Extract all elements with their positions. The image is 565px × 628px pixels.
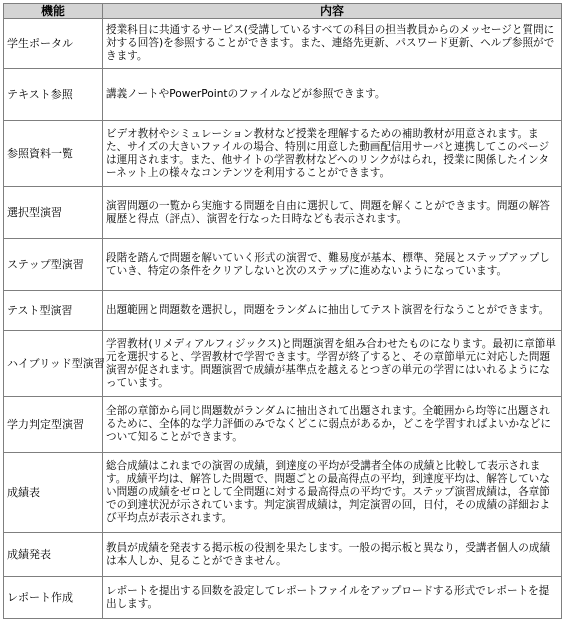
function-cell: 学生ポータル (4, 19, 103, 69)
function-cell: 選択型演習 (4, 187, 103, 239)
function-cell: テスト型演習 (4, 291, 103, 331)
function-cell: 参照資料一覧 (4, 121, 103, 187)
function-cell: 成績発表 (4, 533, 103, 577)
table-header-row (4, 4, 562, 19)
content-cell: レポートを提出する回数を設定してレポートファイルをアップロードする形式でレポートを提出します。 (103, 577, 562, 619)
table-row (4, 397, 562, 453)
function-cell: 学力判定型演習 (4, 397, 103, 453)
function-cell: ステップ型演習 (4, 239, 103, 291)
table-row (4, 331, 562, 397)
feature-table (3, 3, 562, 619)
column-header-function: 機能 (4, 4, 103, 19)
content-cell: 出題範囲と問題数を選択し，問題をランダムに抽出してテスト演習を行なうことができます。 (103, 291, 562, 331)
column-header-content: 内容 (103, 4, 562, 19)
table-row (4, 291, 562, 331)
content-cell: 全部の章節から同じ問題数がランダムに抽出されて出題されます。全範囲から均等に出題されるために、全体的な学力評価のみでなくどこに弱点があるか，どこを学習すればよいかなどについて知ることができます。 (103, 397, 562, 453)
content-cell: 総合成績はこれまでの演習の成績，到達度の平均が受講者全体の成績と比較して表示されます。成績平均は、解答した問題で、問題ごとの最高得点の平均，到達度平均は、解答していない問題の成績をゼロとして全問題に対する最高得点の平均です。ステップ演習成績は，各章節での到達状況が示されています。判定演習成績は，判定演習の回，日付，その成績の詳細および平均点が表示されます。 (103, 453, 562, 533)
function-cell: 成績表 (4, 453, 103, 533)
table-row (4, 533, 562, 577)
function-cell: レポート作成 (4, 577, 103, 619)
table-row (4, 19, 562, 69)
table-row (4, 187, 562, 239)
table-row (4, 121, 562, 187)
table-row (4, 577, 562, 619)
content-cell: 講義ノートやPowerPointのファイルなどが参照できます。 (103, 69, 562, 121)
content-cell: 演習問題の一覧から実施する問題を自由に選択して、問題を解くことができます。問題の解答履歴と得点（評点）、演習を行なった日時なども表示されます。 (103, 187, 562, 239)
feature-table-container (3, 3, 561, 619)
content-cell: 授業科目に共通するサービス(受講しているすべての科目の担当教員からのメッセージと質問に対する回答)を参照することができます。また、連絡先更新、パスワード更新、ヘルプ参照ができます。 (103, 19, 562, 69)
function-cell: ハイブリッド型演習 (4, 331, 103, 397)
function-cell: テキスト参照 (4, 69, 103, 121)
content-cell: 段階を踏んで問題を解いていく形式の演習で、難易度が基本、標準、発展とステップアップしていき、特定の条件をクリアしないと次のステップに進めないようになっています。 (103, 239, 562, 291)
table-row (4, 453, 562, 533)
content-cell: ビデオ教材やシミュレーション教材など授業を理解するための補助教材が用意されます。また、サイズの大きいファイルの場合、特別に用意した動画配信用サーバと連携してこのページは運用されます。また、他サイトの学習教材などへのリンクがはられ，授業に関係したインターネット上の様々なコンテンツを利用することができます。 (103, 121, 562, 187)
table-row (4, 239, 562, 291)
table-row (4, 69, 562, 121)
content-cell: 教員が成績を発表する掲示板の役割を果たします。一般の掲示板と異なり，受講者個人の成績は本人しか、見ることができません。 (103, 533, 562, 577)
content-cell: 学習教材(リメディアルフィジックス)と問題演習を組み合わせたものになります。最初に章節単元を選択すると、学習教材で学習できます。学習が終了すると、その章節単元に対応した問題演習が促されます。問題演習で成績が基準点を越えるとつぎの単元の学習にはいれるようになっています。 (103, 331, 562, 397)
